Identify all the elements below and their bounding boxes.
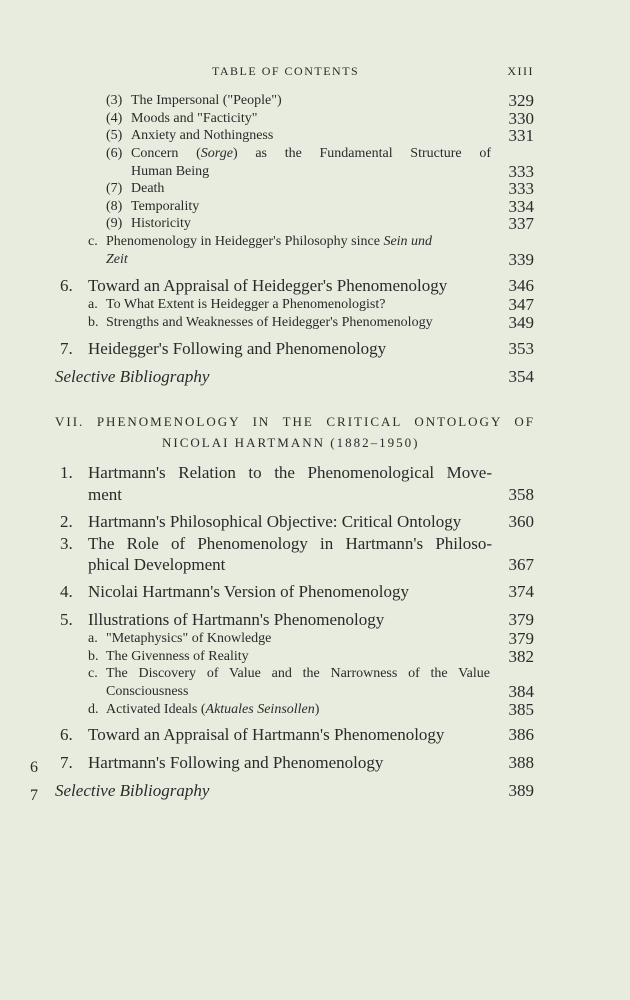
entry-page: 354: [508, 367, 534, 386]
entry-number: a.: [88, 631, 98, 646]
entry-page: 379: [508, 629, 534, 648]
entry-title-italic: Selective Bibliography: [55, 367, 210, 386]
entry-title-line-2: phical Development: [88, 555, 226, 574]
entry-number: 3.: [60, 534, 73, 553]
margin-number: 7: [30, 787, 38, 804]
entry-title-line-1: Phenomenology in Heidegger's Philosophy since Sein und: [106, 234, 433, 249]
entry-title-italic: Sein und: [383, 234, 433, 249]
entry-title-italic: Sorge: [200, 146, 233, 161]
entry-page: 389: [508, 781, 534, 800]
entry-title: Toward an Appraisal of Heidegger's Phenomenology: [88, 276, 448, 295]
entry-title-italic: Zeit: [106, 252, 128, 267]
entry-title-line-1: Hartmann's Relation to the Phenomenological Move-: [88, 463, 492, 482]
entry-title: [106, 702, 319, 718]
entry-number: 2.: [60, 512, 73, 531]
entry-number: (8): [106, 199, 123, 214]
entry-page: 388: [508, 753, 534, 772]
entry-title: Anxiety and Nothingness: [131, 128, 274, 143]
entry-page: 330: [508, 109, 534, 128]
section-heading-line-1: VII. PHENOMENOLOGY IN THE CRITICAL ONTOLOGY OF: [55, 414, 535, 429]
entry-number: 7.: [60, 339, 73, 358]
entry-number: 6.: [60, 276, 73, 295]
margin-number: 6: [30, 759, 38, 776]
entry-page: 349: [508, 313, 534, 332]
entry-page: 367: [508, 555, 534, 574]
running-head-title: TABLE OF CONTENTS: [212, 64, 360, 78]
entry-number: 4.: [60, 582, 73, 601]
entry-title-italic: Selective Bibliography: [55, 781, 210, 800]
entry-title: The Givenness of Reality: [106, 649, 249, 664]
entry-number: 5.: [60, 610, 73, 629]
entry-page: 331: [508, 126, 534, 145]
entry-number: d.: [88, 702, 99, 717]
entry-page: 337: [508, 214, 534, 233]
entry-title-line-1: The Role of Phenomenology in Hartmann's Philoso-: [88, 534, 492, 553]
entry-page: 339: [508, 250, 534, 269]
entry-title: Hartmann's Following and Phenomenology: [88, 753, 384, 772]
entry-title-line-1: Concern (Sorge) as the Fundamental Structure of: [131, 146, 491, 161]
entry-title-line-2: Consciousness: [106, 684, 189, 699]
entry-title: To What Extent is Heidegger a Phenomenologist?: [106, 297, 386, 312]
entry-title: Toward an Appraisal of Hartmann's Phenomenology: [88, 725, 445, 744]
entry-title-line-2: [106, 252, 128, 268]
entry-number: 7.: [60, 753, 73, 772]
entry-page: 385: [508, 700, 534, 719]
entry-title: [55, 367, 209, 387]
entry-number: (4): [106, 111, 123, 126]
entry-number: (9): [106, 216, 123, 231]
entry-title-line-2: ment: [88, 485, 122, 504]
entry-number: (6): [106, 146, 123, 161]
entry-title: Illustrations of Hartmann's Phenomenology: [88, 610, 385, 629]
entry-number: b.: [88, 649, 99, 664]
entry-title: Heidegger's Following and Phenomenology: [88, 339, 387, 358]
entry-number: c.: [88, 234, 98, 249]
entry-page: 334: [508, 197, 534, 216]
entry-page: 358: [508, 485, 534, 504]
entry-page: 360: [508, 512, 534, 531]
entry-page: 329: [508, 91, 534, 110]
entry-number: b.: [88, 315, 99, 330]
entry-title: "Metaphysics" of Knowledge: [106, 631, 272, 646]
running-head: [0, 64, 630, 82]
entry-page: 346: [508, 276, 534, 295]
entry-number: a.: [88, 297, 98, 312]
entry-title: Hartmann's Philosophical Objective: Critical Ontology: [88, 512, 462, 531]
entry-title-text: Activated Ideals (: [106, 702, 206, 717]
entry-number: 1.: [60, 463, 73, 482]
entry-page: 333: [508, 179, 534, 198]
section-heading-line-2: NICOLAI HARTMANN (1882–1950): [162, 435, 420, 450]
entry-number: c.: [88, 666, 98, 681]
entry-title: Moods and "Facticity": [131, 111, 258, 126]
entry-page: 374: [508, 582, 534, 601]
entry-title: Temporality: [131, 199, 200, 214]
entry-title: Death: [131, 181, 165, 196]
entry-title: [55, 781, 209, 801]
entry-title: Historicity: [131, 216, 191, 231]
entry-page: 379: [508, 610, 534, 629]
entry-number: (5): [106, 128, 123, 143]
entry-page: 384: [508, 682, 534, 701]
running-head-page-number: XIII: [507, 64, 534, 78]
entry-title: Nicolai Hartmann's Version of Phenomenology: [88, 582, 409, 601]
entry-number: 6.: [60, 725, 73, 744]
entry-number: (3): [106, 93, 123, 108]
entry-page: 347: [508, 295, 534, 314]
entry-title-italic: Aktuales Seinsollen: [205, 702, 315, 717]
entry-page: 353: [508, 339, 534, 358]
entry-title: The Impersonal ("People"): [131, 93, 282, 108]
entry-page: 386: [508, 725, 534, 744]
entry-title: Strengths and Weaknesses of Heidegger's Phenomenology: [106, 315, 433, 330]
entry-title-text: ): [314, 702, 320, 717]
entry-number: (7): [106, 181, 123, 196]
entry-page: 333: [508, 162, 534, 181]
entry-title-line-1: The Discovery of Value and the Narrowness of the Value: [106, 666, 490, 681]
entry-title-line-2: Human Being: [131, 164, 210, 179]
entry-page: 382: [508, 647, 534, 666]
